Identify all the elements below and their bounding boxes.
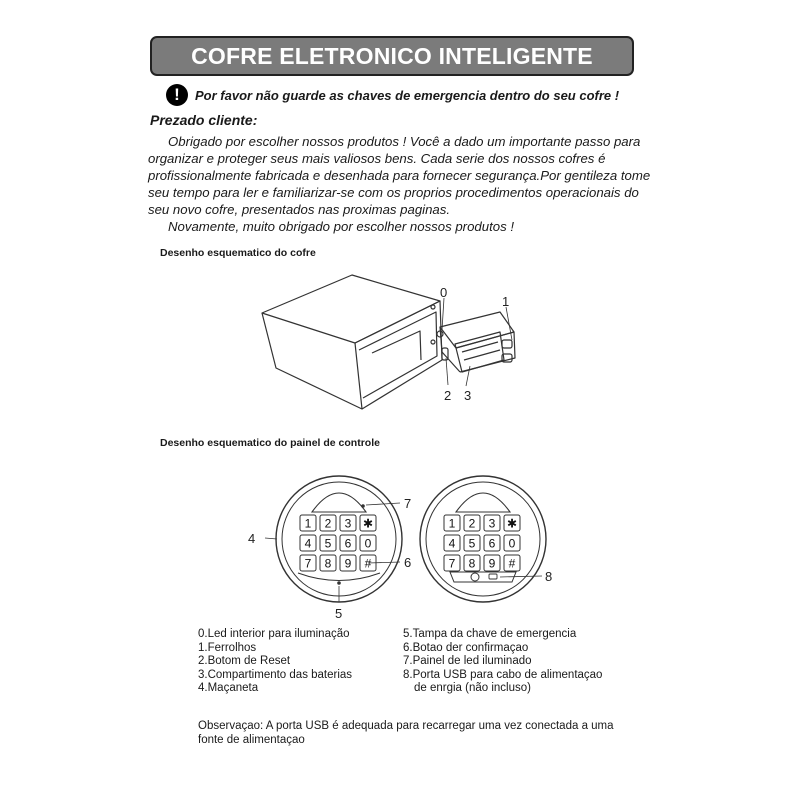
emergency-key-cover (337, 581, 341, 585)
legend-item: 2.Botom de Reset (198, 655, 291, 668)
keypad-key-label: 1 (448, 516, 456, 531)
keypad-key-label: 7 (448, 556, 456, 571)
usb-port (471, 573, 479, 581)
warning-text: Por favor não guarde as chaves de emergencia dentro do seu cofre ! (195, 87, 620, 103)
callout-4: 4 (248, 531, 256, 546)
intro-line: Novamente, muito obrigado por escolher nossos produtos ! (168, 219, 514, 234)
control-panel-right (420, 476, 546, 602)
keypad-key-label: ✱ (506, 516, 518, 531)
exclamation-icon: ! (166, 84, 188, 106)
keypad-key-label: 9 (488, 556, 496, 571)
keypad-key-label: 4 (448, 536, 456, 551)
keypad-key-label: 2 (324, 516, 332, 531)
keypad-key-label: 8 (324, 556, 332, 571)
callout-6: 6 (404, 555, 412, 570)
callout-1: 1 (502, 294, 510, 309)
intro-line: organizar e proteger seus mais valiosos bens. Cada serie dos nossos cofres é (148, 151, 606, 166)
keypad-key-label: 8 (468, 556, 476, 571)
led-panel (312, 493, 366, 512)
keypad-key-label: 0 (364, 536, 372, 551)
legend-item: 0.Led interior para iluminação (198, 628, 350, 640)
keypad-key-label: 1 (304, 516, 312, 531)
note-line: Observaçao: A porta USB é adequada para recarregar uma vez conectada a uma (198, 720, 614, 732)
callout-2: 2 (444, 388, 452, 403)
safe-body-drawing (262, 275, 442, 409)
legend-item: 6.Botao der confirmaçao (403, 641, 529, 654)
intro-line: seu tempo para ler e familiarizar-se com os proprios procedimentos operacionais do (148, 185, 639, 200)
keypad-key-label: 3 (488, 516, 496, 531)
page-title: COFRE ELETRONICO INTELIGENTE (191, 42, 593, 69)
keypad-key-label: 6 (344, 536, 352, 551)
keypad-key-label: 3 (344, 516, 352, 531)
safe-door-drawing (437, 312, 515, 372)
callout-5: 5 (335, 606, 343, 621)
safe-section-title: Desenho esquematico do cofre (160, 247, 316, 259)
keypad-key-label: 5 (468, 536, 476, 551)
keypad-key-label: 6 (488, 536, 496, 551)
keypad-key-label: # (364, 556, 372, 571)
keypad-key-label: 5 (324, 536, 332, 551)
note-line: fonte de alimentaçao (198, 734, 305, 746)
legend-item: 7.Painel de led iluminado (403, 655, 532, 668)
legend-item: de enrgia (não incluso) (414, 682, 531, 695)
keypad-key-label: 7 (304, 556, 312, 571)
keypad-key-label: ✱ (362, 516, 374, 531)
callout-3: 3 (464, 388, 472, 403)
legend-item: 4.Maçaneta (198, 682, 259, 695)
keypad-right (444, 515, 520, 571)
legend-item: 1.Ferrolhos (198, 641, 257, 654)
keypad-key-label: # (508, 556, 516, 571)
callout-8: 8 (545, 569, 553, 584)
intro-line: profissionalmente fabricada e desenhada para fornecer segurança.Por gentileza tome (148, 168, 651, 183)
legend-item: 8.Porta USB para cabo de alimentaçao (403, 668, 603, 681)
control-panel-left (276, 476, 402, 602)
keypad-key-label: 0 (508, 536, 516, 551)
panel-section-title: Desenho esquematico do painel de controle (160, 437, 380, 449)
keypad-key-label: 2 (468, 516, 476, 531)
keypad-key-label: 4 (304, 536, 312, 551)
greeting: Prezado cliente: (150, 112, 258, 128)
legend-item: 3.Compartimento das baterias (198, 668, 353, 681)
keypad-key-label: 9 (344, 556, 352, 571)
intro-line: Obrigado por escolher nossos produtos ! Você a dado um importante passo para (168, 134, 641, 149)
callout-0: 0 (440, 285, 448, 300)
keypad-left (300, 515, 376, 571)
intro-line: seu novo cofre, presentados nas proximas paginas. (148, 202, 451, 217)
legend-item: 5.Tampa da chave de emergencia (403, 628, 577, 640)
callout-7: 7 (404, 496, 412, 511)
legend-right (403, 628, 602, 696)
legend-left (198, 628, 352, 696)
usb-note (198, 719, 638, 747)
